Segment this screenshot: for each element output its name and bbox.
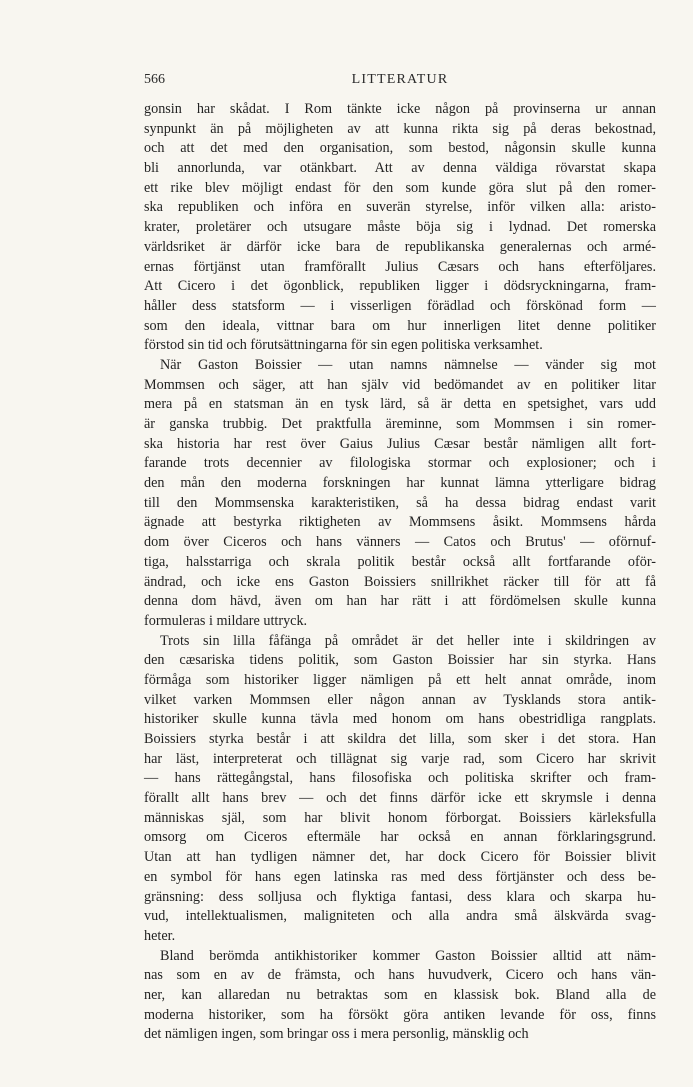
text-line: till den Mommsenska karakteristiken, så ha dessa bidrag endast varit xyxy=(144,494,656,511)
text-line: dom över Ciceros och hans vänners — Catos och Brutus' — oförnuf- xyxy=(144,534,656,551)
text-line: ägnade att bestyrka riktigheten av Mommsens åsikt. Mommsens hårda xyxy=(144,514,656,531)
text-line: människas själ, som har blivit honom förborgat. Boissiers kärleksfulla xyxy=(144,809,656,826)
text-line: mera på en statsman än en tysk lärd, så är detta en spetsighet, vars udd xyxy=(144,396,656,413)
text-line: vilket varken Mommsen eller någon annan av Tysklands stora antik- xyxy=(144,691,656,708)
text-line: ändrad, och icke ens Gaston Boissiers snillrikhet räcker till för att få xyxy=(144,573,656,590)
text-line: krater, proletärer och utsugare måste böja sig i lydnad. Det romerska xyxy=(144,219,656,236)
text-line: gonsin har skådat. I Rom tänkte icke någon på provinserna ur annan xyxy=(144,101,656,117)
text-line: formuleras i mildare uttryck. xyxy=(144,612,308,629)
text-line: När Gaston Boissier — utan namns nämnelse — vänder sig mot xyxy=(160,356,656,373)
text-line: tiga, halsstarriga och skrala politik består också allt fortfarande oför- xyxy=(144,553,656,570)
text-line: — hans rättegångstal, hans filosofiska och politiska skrifter och fram- xyxy=(144,770,656,787)
text-line: ner, kan allaredan nu betraktas som en klassisk bok. Bland alla de xyxy=(144,986,656,1003)
text-line: ernas förtjänst utan framförallt Julius Cæsars och hans efterföljares. xyxy=(144,258,656,275)
text-line: den cæsariska tidens politik, som Gaston Boissier har sin styrka. Hans xyxy=(144,652,656,669)
text-line: är ganska trubbig. Det praktfulla äreminne, som Mommsen i sin romer- xyxy=(144,416,656,432)
paragraph xyxy=(144,947,656,1045)
text-line: har läst, interpreterat och tillägnat sig varje rad, som Cicero har skrivit xyxy=(144,750,656,767)
text-line: ska republiken och införa en suverän styrelse, inför vilken alla: aristo- xyxy=(144,199,656,216)
text-line: förallt allt hans brev — och det finns därför icke ett skrymsle i denna xyxy=(144,790,656,807)
text-line: moderna historiker, som ha försökt göra antiken levande för oss, finns xyxy=(144,1006,656,1023)
text-line: historiker skulle kunna tävla med honom om hans obestridliga rangplats. xyxy=(144,711,656,728)
text-line: en symbol för hans egen latinska ras med dess förtjänster och dess be- xyxy=(144,868,656,885)
text-line: ett rike blev möjligt endast för den som kunde göra slut på den romer- xyxy=(144,179,656,196)
text-line: Mommsen och säger, att han själv vid bedömandet av en politiker litar xyxy=(144,376,656,393)
text-line: Att Cicero i det ögonblick, republiken ligger i dödsryckningarna, fram- xyxy=(144,278,656,295)
text-line: Utan att han tydligen nämner det, har dock Cicero för Boissier blivit xyxy=(144,849,656,866)
body-text xyxy=(144,100,656,1045)
paragraph xyxy=(144,356,656,632)
running-title: LITTERATUR xyxy=(351,72,449,87)
text-line: synpunkt än på möjligheten av att kunna rikta sig på deras bekostnad, xyxy=(144,120,656,137)
text-line: farande trots decennier av filologiska stormar och explosioner; och i xyxy=(144,455,656,472)
running-head xyxy=(144,72,656,92)
text-line: bli annorlunda, var otänkbart. Att av denna väldiga rövarstat skapa xyxy=(144,160,656,177)
text-line: och att det med den organisation, som bestod, någonsin skulle kunna xyxy=(144,140,656,157)
text-line: vud, intellektualismen, maligniteten och alla andra små älskvärda svag- xyxy=(144,908,656,925)
text-line: håller dess statsform — i visserligen förädlad och förskönad form — xyxy=(144,297,656,314)
text-line: nas som en av de främsta, och hans huvudverk, Cicero och hans vän- xyxy=(144,967,656,984)
text-line: denna dom hävd, även om han har rätt i att fördömelsen skulle kunna xyxy=(144,593,656,610)
page-number: 566 xyxy=(144,72,165,87)
text-line: ska historia har rest över Gaius Julius Cæsar består nämligen allt fort- xyxy=(144,435,656,452)
text-line: det nämligen ingen, som bringar oss i mera personlig, mänsklig och xyxy=(144,1026,529,1043)
text-line: som den ideala, vittnar bara om hur innerligen litet denne politiker xyxy=(144,317,656,334)
text-line: Boissiers styrka består i att skildra det lilla, som sker i det stora. Han xyxy=(144,731,656,747)
text-line: den mån den moderna forskningen har kunnat lämna ytterligare bidrag xyxy=(144,475,656,492)
text-line: förmåga som historiker ligger nämligen på ett helt annat område, inom xyxy=(144,671,656,688)
text-line: Bland berömda antikhistoriker kommer Gaston Boissier alltid att näm- xyxy=(160,947,656,964)
text-line: heter. xyxy=(144,927,176,944)
text-line: Trots sin lilla fåfänga på området är det heller inte i skildringen av xyxy=(160,632,656,649)
paragraph xyxy=(144,632,656,947)
text-line: omsorg om Ciceros eftermäle har också en annan förklaringsgrund. xyxy=(144,829,656,846)
text-line: världsriket är därför icke bara de republikanska generalernas och armé- xyxy=(144,238,656,255)
text-line: förstod sin tid och förutsättningarna för sin egen politiska verksamhet. xyxy=(144,337,543,354)
text-line: gränsning: dess solljusa och flyktiga fantasi, dess klara och skarpa hu- xyxy=(144,888,656,905)
paragraph xyxy=(144,100,656,356)
